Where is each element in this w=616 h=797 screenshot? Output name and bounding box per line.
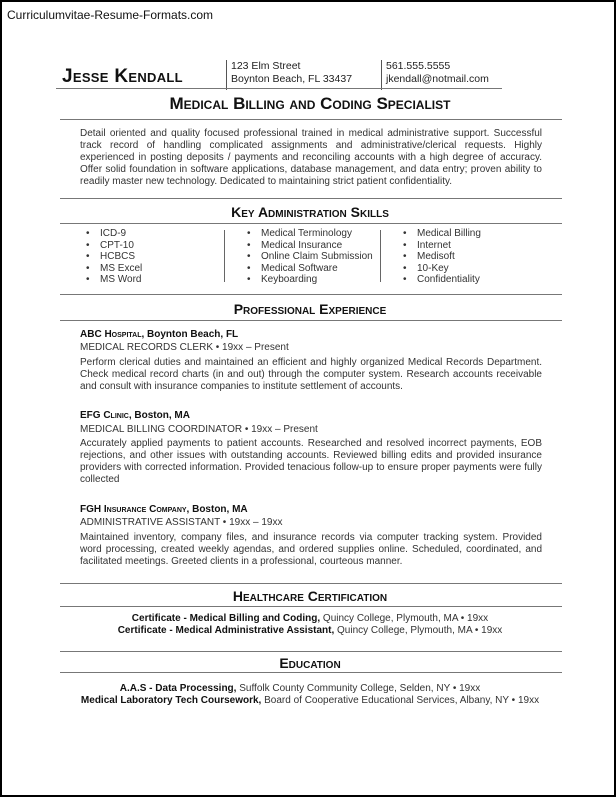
skill-item: • Medical Insurance <box>245 240 373 252</box>
education-item <box>62 695 558 706</box>
degree-name: Medical Laboratory Tech Coursework, <box>80 695 262 706</box>
skill-item: • Medical Terminology <box>245 228 373 240</box>
email: jkendall@notmail.com <box>386 73 489 85</box>
divider <box>56 88 502 89</box>
divider <box>60 651 562 652</box>
skill-item: • ICD-9 <box>84 228 142 240</box>
address-line2: Boynton Beach, FL 33437 <box>231 73 353 85</box>
skills-heading: Key Administration Skills <box>231 204 389 220</box>
certification-item <box>62 613 558 624</box>
address-line1: 123 Elm Street <box>231 60 301 72</box>
skill-item: • Medical Software <box>245 263 373 275</box>
certification-item <box>62 625 558 636</box>
certification-heading: Healthcare Certification <box>232 588 388 604</box>
education-item <box>52 683 548 694</box>
summary: Detail oriented and quality focused professional trained in medical administrative support. Successful track record of handling complicated assignments and administrative/clerical requests. Highly experienced in posting deposits / payments and reconciling accounts with a high degree of accuracy. Offer solid foundation in software applications, database management, and data entry; proven ability to readily master new technology. Dedicated to maintaining strict patient confidentiality. <box>80 128 542 187</box>
skill-item: • Keyboarding <box>245 274 373 286</box>
org-location: , Boynton Beach, FL <box>141 329 239 340</box>
cert-name: Certificate - Medical Billing and Coding, <box>131 613 321 624</box>
job-role: ADMINISTRATIVE ASSISTANT • 19xx – 19xx <box>80 517 283 528</box>
cert-name: Certificate - Medical Administrative Assistant, <box>117 625 335 636</box>
org-location: , Boston, MA <box>128 410 190 421</box>
address-block <box>226 60 352 90</box>
skill-item: • CPT-10 <box>84 240 142 252</box>
divider <box>60 606 562 607</box>
job-role: MEDICAL BILLING COORDINATOR • 19xx – Present <box>80 424 318 435</box>
skill-item: • Online Claim Submission <box>245 251 373 263</box>
divider <box>60 119 562 120</box>
skill-item: • 10-Key <box>401 263 481 275</box>
skills-column-2 <box>245 228 373 286</box>
divider <box>60 223 562 224</box>
job-role: MEDICAL RECORDS CLERK • 19xx – Present <box>80 342 289 353</box>
cert-detail: Quincy College, Plymouth, MA • 19xx <box>334 625 503 636</box>
job-org <box>80 329 238 340</box>
column-divider <box>224 230 225 282</box>
degree-detail: Suffolk County Community College, Selden, NY • 19xx <box>236 683 481 694</box>
degree-name: A.A.S - Data Processing, <box>119 683 237 694</box>
org-name: ABC Hospital <box>80 329 142 340</box>
cert-detail: Quincy College, Plymouth, MA • 19xx <box>320 613 489 624</box>
skill-item: • Medical Billing <box>401 228 481 240</box>
skill-item: • Confidentiality <box>401 274 481 286</box>
job-description: Maintained inventory, company files, and insurance records via computer tracking system. Provided word processing, created weekly agendas, and ordered supplies online. Scheduled, coordinated, and facilitated meetings. Greeted clients in a professional, courteous manner. <box>80 532 542 567</box>
candidate-name: Jesse Kendall <box>62 66 183 87</box>
resume-page <box>2 2 614 795</box>
column-divider <box>380 230 381 282</box>
job-org <box>80 410 190 421</box>
experience-heading: Professional Experience <box>233 301 387 317</box>
org-name: EFG Clinic <box>80 410 129 421</box>
skill-item: • MS Word <box>84 274 142 286</box>
phone: 561.555.5555 <box>386 60 451 72</box>
skill-item: • Internet <box>401 240 481 252</box>
job-description: Perform clerical duties and maintained an efficient and highly organized Medical Records Department. Check medical record charts (in and out) through the computer system. Research accounts receivable and consult with insurance companies to institute settlement of accounts. <box>80 357 542 392</box>
skills-column-3 <box>401 228 481 286</box>
skill-item: • Medisoft <box>401 251 481 263</box>
site-watermark: Curriculumvitae-Resume-Formats.com <box>7 8 214 22</box>
divider <box>60 294 562 295</box>
skill-item: • HCBCS <box>84 251 142 263</box>
page-title: Medical Billing and Coding Specialist <box>169 94 451 113</box>
skill-item: • MS Excel <box>84 263 142 275</box>
divider <box>60 672 562 673</box>
job-org <box>80 504 248 515</box>
divider <box>60 320 562 321</box>
contact-block <box>381 60 489 90</box>
education-heading: Education <box>279 655 341 671</box>
org-location: , Boston, MA <box>186 504 248 515</box>
job-description: Accurately applied payments to patient accounts. Researched and resolved incorrect payments, EOB rejections, and other issues with outstanding accounts. Reviewed billing edits and provided insurance providers with corrected information. Provided tenacious follow-up to ensure proper payments were fully collected <box>80 438 542 485</box>
divider <box>60 198 562 199</box>
org-name: FGH Insurance Company <box>80 504 187 515</box>
degree-detail: Board of Cooperative Educational Services, Albany, NY • 19xx <box>261 695 540 706</box>
divider <box>60 583 562 584</box>
skills-column-1 <box>84 228 142 286</box>
